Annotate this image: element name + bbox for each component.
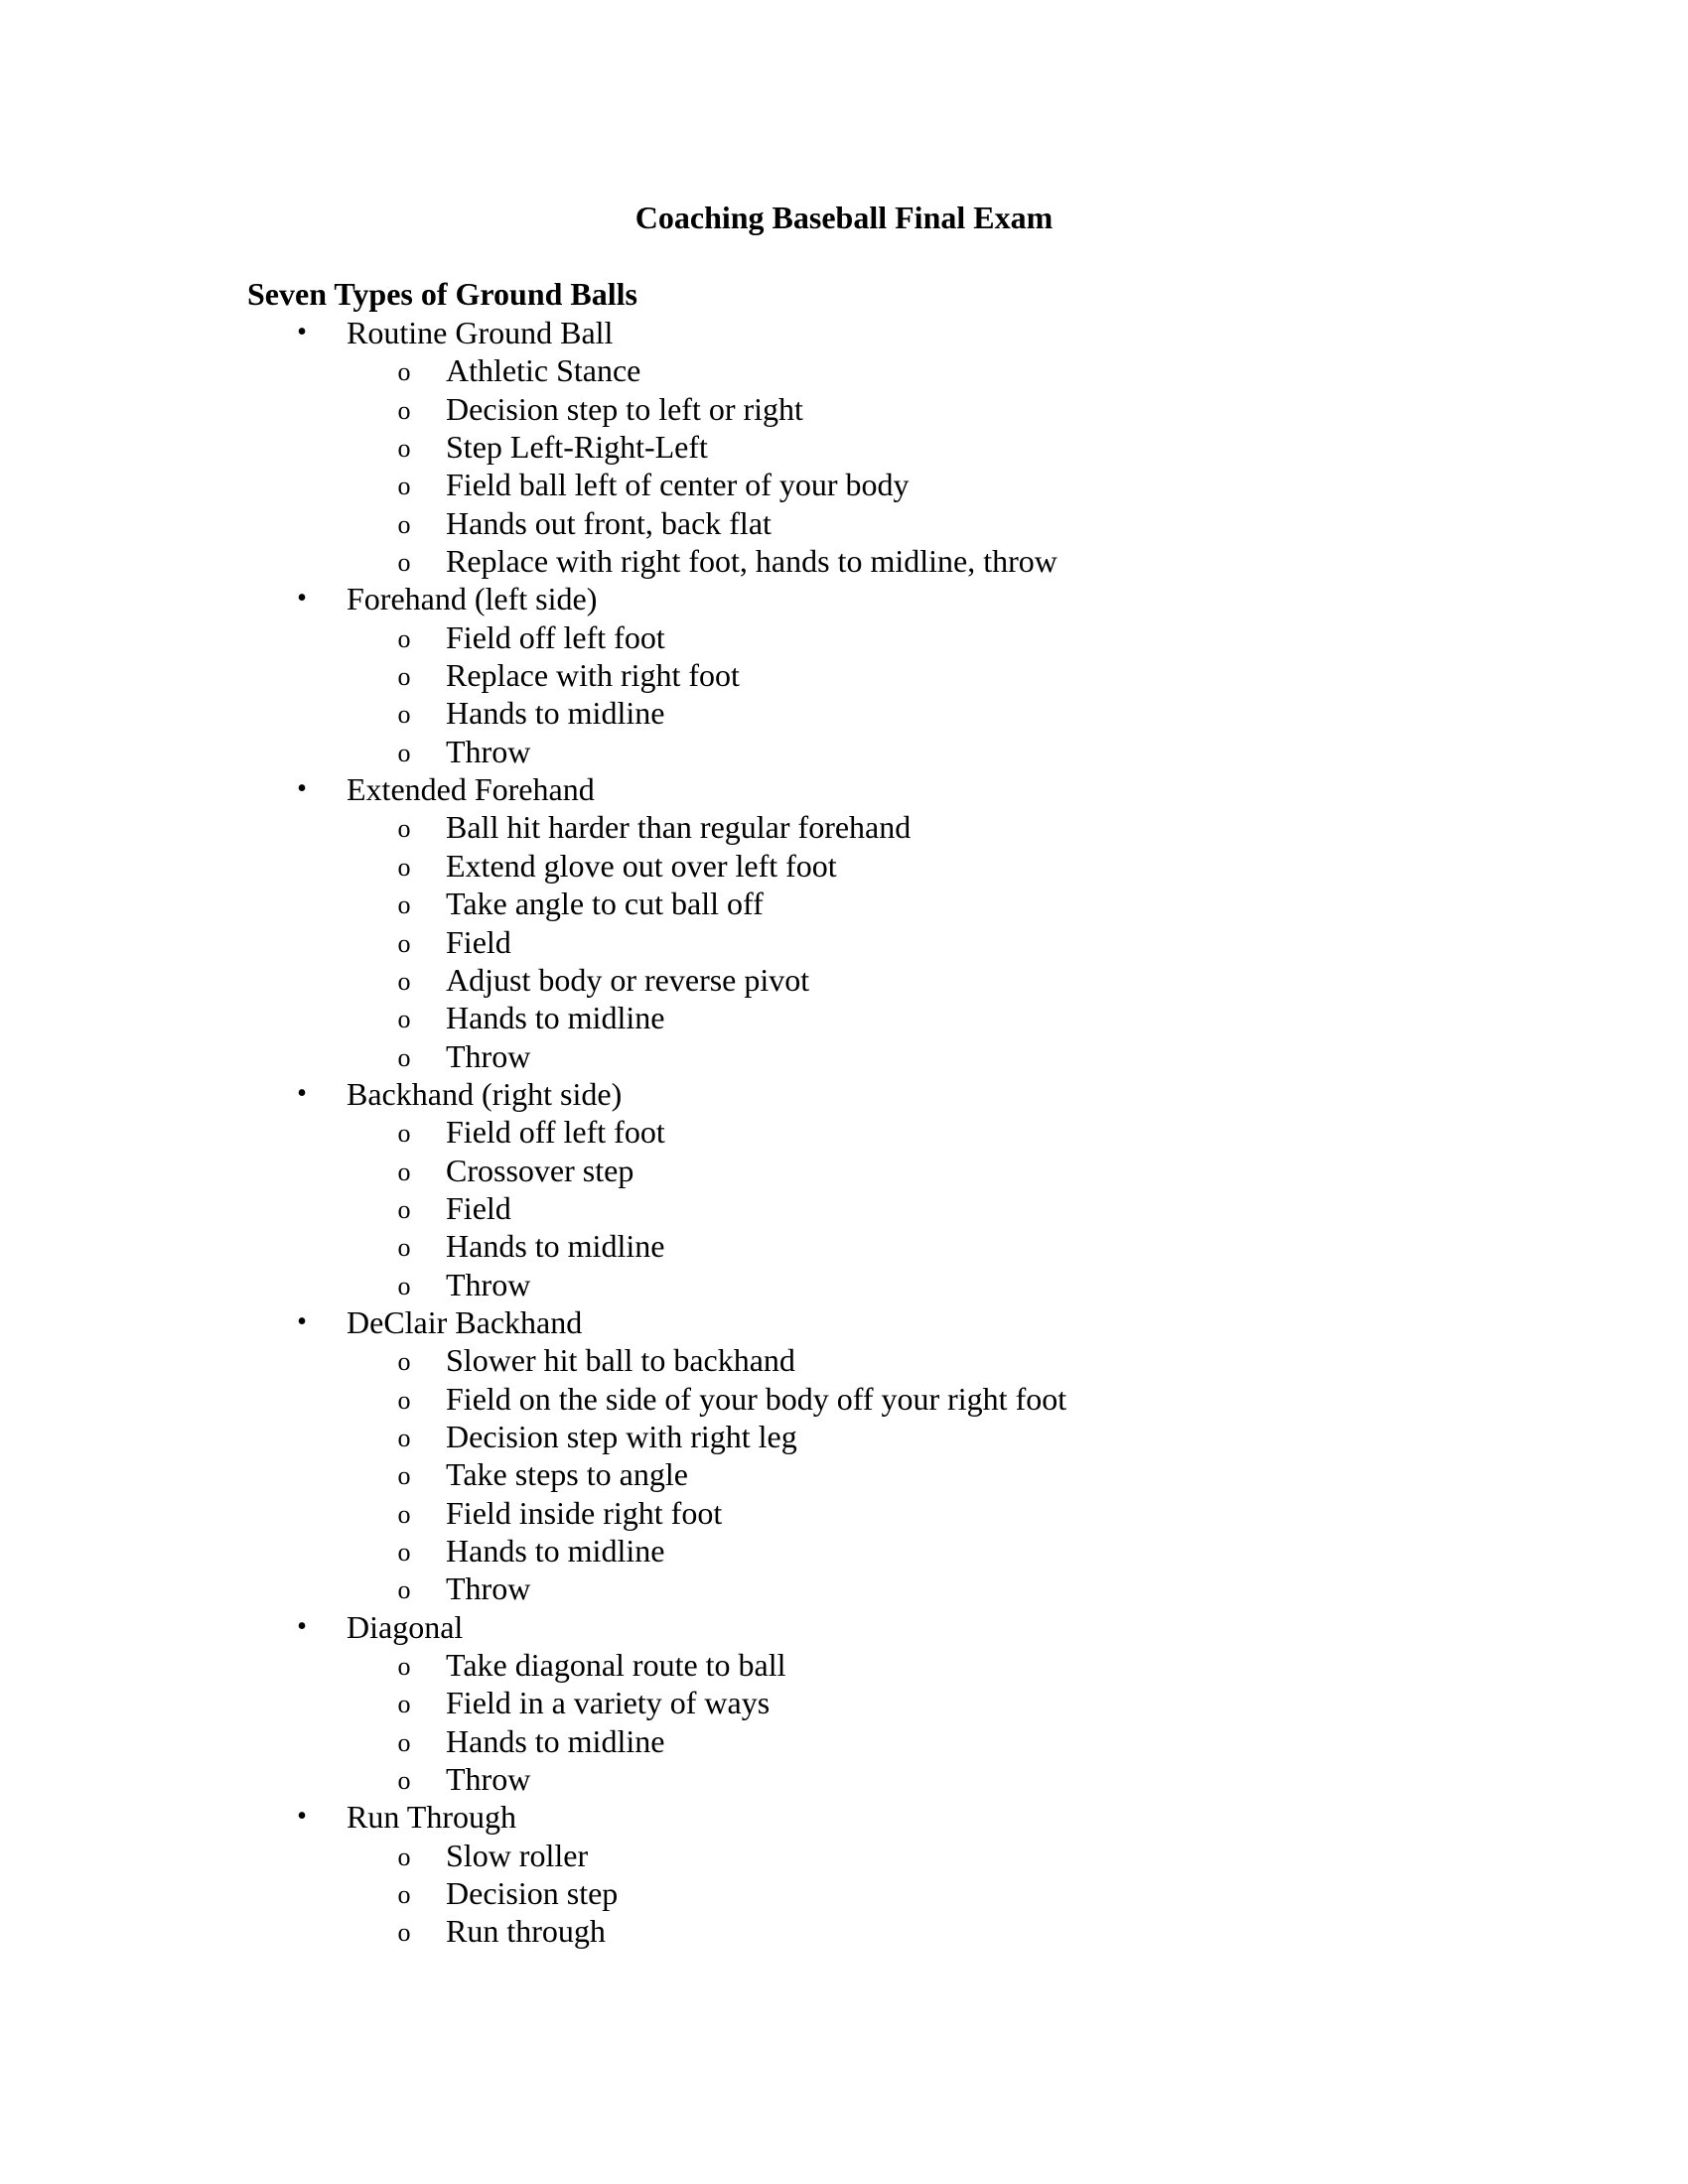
sub-list-item-label: Hands to midline [446, 1533, 665, 1569]
list-item-label: Extended Forehand [347, 771, 595, 808]
sub-list-item-label: Throw [446, 1570, 531, 1607]
sub-list-item-label: Take steps to angle [446, 1456, 688, 1493]
list-item [0, 770, 1688, 808]
bullet-icon: • [297, 583, 307, 614]
circle-bullet-icon: o [397, 1727, 411, 1757]
sub-list-item-label: Decision step with right leg [446, 1418, 797, 1454]
circle-bullet-icon: o [397, 1538, 411, 1567]
sub-list-item [0, 656, 1688, 694]
circle-bullet-icon: o [397, 814, 411, 844]
circle-bullet-icon: o [397, 548, 411, 578]
circle-bullet-icon: o [397, 890, 411, 920]
circle-bullet-icon: o [397, 623, 411, 653]
sub-list-item-label: Hands to midline [446, 1722, 665, 1759]
circle-bullet-icon: o [397, 700, 411, 730]
bullet-icon: • [297, 1801, 307, 1833]
sub-list-item-label: Hands to midline [446, 1228, 665, 1265]
sub-list-item-label: Crossover step [446, 1152, 634, 1188]
sub-list-item [0, 1722, 1688, 1760]
sub-list-item [0, 351, 1688, 389]
sub-list-item-label: Adjust body or reverse pivot [446, 961, 810, 998]
circle-bullet-icon: o [397, 1842, 411, 1871]
circle-bullet-icon: o [397, 1347, 411, 1377]
sub-list-item-label: Ball hit harder than regular forehand [446, 809, 912, 846]
sub-list-item-label: Hands to midline [446, 695, 665, 732]
sub-list-item [0, 1684, 1688, 1721]
circle-bullet-icon: o [397, 1005, 411, 1034]
sub-list-item-label: Slower hit ball to backhand [446, 1342, 795, 1379]
sub-list-item [0, 390, 1688, 428]
list-item [0, 314, 1688, 351]
sub-list-item-label: Slow roller [446, 1837, 589, 1873]
sub-list-item-label: Throw [446, 1761, 531, 1798]
sub-list-item-label: Extend glove out over left foot [446, 847, 837, 884]
circle-bullet-icon: o [397, 1042, 411, 1072]
list-item-label: DeClair Backhand [347, 1303, 583, 1340]
list-item [0, 1608, 1688, 1646]
sub-list-item-label: Field [446, 923, 511, 960]
sub-list-item [0, 542, 1688, 580]
sub-list-item [0, 1227, 1688, 1265]
sub-list-item-label: Field in a variety of ways [446, 1685, 771, 1721]
list-item-label: Diagonal [347, 1608, 464, 1645]
sub-list-item [0, 1113, 1688, 1151]
list-item-label: Backhand (right side) [347, 1075, 623, 1112]
sub-list-item-label: Field off left foot [446, 1114, 665, 1151]
bullet-icon: • [297, 773, 307, 805]
list-item [0, 580, 1688, 617]
circle-bullet-icon: o [397, 1766, 411, 1796]
sub-list-item [0, 1152, 1688, 1189]
sub-list-item [0, 923, 1688, 961]
sub-list-item-label: Replace with right foot [446, 657, 740, 694]
circle-bullet-icon: o [397, 1423, 411, 1452]
sub-list-item [0, 961, 1688, 999]
sub-list-item-label: Take diagonal route to ball [446, 1647, 786, 1684]
sub-list-item [0, 1760, 1688, 1798]
sub-list-item-label: Decision step to left or right [446, 390, 803, 427]
sub-list-item [0, 1837, 1688, 1874]
sub-list-item-label: Decision step [446, 1875, 619, 1912]
bullet-icon: • [297, 1077, 307, 1109]
sub-list-item-label: Field ball left of center of your body [446, 467, 910, 503]
bullet-icon: • [297, 317, 307, 347]
bullet-icon: • [297, 1305, 307, 1337]
sub-list-item [0, 1341, 1688, 1379]
sub-list-item [0, 1418, 1688, 1455]
sub-list-item-label: Take angle to cut ball off [446, 886, 764, 922]
sub-list-item-label: Throw [446, 1037, 531, 1074]
sub-list-item-label: Step Left-Right-Left [446, 429, 708, 466]
circle-bullet-icon: o [397, 1194, 411, 1224]
circle-bullet-icon: o [397, 395, 411, 425]
sub-list-item-label: Throw [446, 733, 531, 769]
circle-bullet-icon: o [397, 1690, 411, 1719]
bullet-icon: • [297, 1610, 307, 1642]
sub-list-item [0, 1189, 1688, 1227]
sub-list-item [0, 1912, 1688, 1950]
circle-bullet-icon: o [397, 509, 411, 539]
circle-bullet-icon: o [397, 852, 411, 882]
circle-bullet-icon: o [397, 1233, 411, 1263]
circle-bullet-icon: o [397, 1918, 411, 1948]
sub-list-item-label: Field off left foot [446, 618, 665, 655]
list-item-label: Forehand (left side) [347, 581, 598, 617]
sub-list-item-label: Field inside right foot [446, 1494, 723, 1531]
sub-list-item-label: Replace with right foot, hands to midline, throw [446, 543, 1057, 580]
circle-bullet-icon: o [397, 434, 411, 464]
sub-list-item-label: Run through [446, 1913, 606, 1950]
sub-list-item-label: Field [446, 1189, 511, 1226]
list-item-label: Run Through [347, 1799, 516, 1836]
sub-list-item [0, 1266, 1688, 1303]
circle-bullet-icon: o [397, 1157, 411, 1186]
sub-list-item [0, 733, 1688, 770]
circle-bullet-icon: o [397, 1271, 411, 1300]
sub-list-item-label: Throw [446, 1266, 531, 1302]
circle-bullet-icon: o [397, 1461, 411, 1491]
sub-list-item [0, 1570, 1688, 1607]
list-item [0, 1075, 1688, 1113]
circle-bullet-icon: o [397, 1499, 411, 1529]
section-heading: Seven Types of Ground Balls [247, 276, 637, 312]
circle-bullet-icon: o [397, 472, 411, 501]
list-item-label: Routine Ground Ball [347, 315, 614, 350]
circle-bullet-icon: o [397, 1575, 411, 1605]
sub-list-item [0, 847, 1688, 885]
sub-list-item [0, 466, 1688, 503]
sub-list-item [0, 1874, 1688, 1912]
sub-list-item-label: Hands to midline [446, 1000, 665, 1036]
sub-list-item [0, 1037, 1688, 1075]
circle-bullet-icon: o [397, 662, 411, 692]
sub-list-item-label: Hands out front, back flat [446, 504, 772, 541]
sub-list-item [0, 618, 1688, 656]
circle-bullet-icon: o [397, 928, 411, 958]
sub-list-item [0, 504, 1688, 542]
document-title: Coaching Baseball Final Exam [634, 200, 1054, 235]
sub-list-item-label: Field on the side of your body off your right foot [446, 1380, 1067, 1417]
circle-bullet-icon: o [397, 1119, 411, 1149]
sub-list-item [0, 1380, 1688, 1418]
sub-list-item-label: Athletic Stance [446, 352, 641, 389]
sub-list-item [0, 1646, 1688, 1684]
sub-list-item [0, 1494, 1688, 1532]
circle-bullet-icon: o [397, 1652, 411, 1682]
circle-bullet-icon: o [397, 1385, 411, 1415]
circle-bullet-icon: o [397, 357, 411, 387]
ground-ball-outline [0, 314, 1688, 1951]
circle-bullet-icon: o [397, 1880, 411, 1910]
list-item [0, 1798, 1688, 1836]
sub-list-item [0, 1455, 1688, 1493]
sub-list-item [0, 885, 1688, 922]
sub-list-item [0, 999, 1688, 1036]
sub-list-item [0, 808, 1688, 846]
sub-list-item [0, 1532, 1688, 1570]
circle-bullet-icon: o [397, 738, 411, 767]
sub-list-item [0, 428, 1688, 466]
circle-bullet-icon: o [397, 966, 411, 996]
list-item [0, 1303, 1688, 1341]
sub-list-item [0, 694, 1688, 732]
